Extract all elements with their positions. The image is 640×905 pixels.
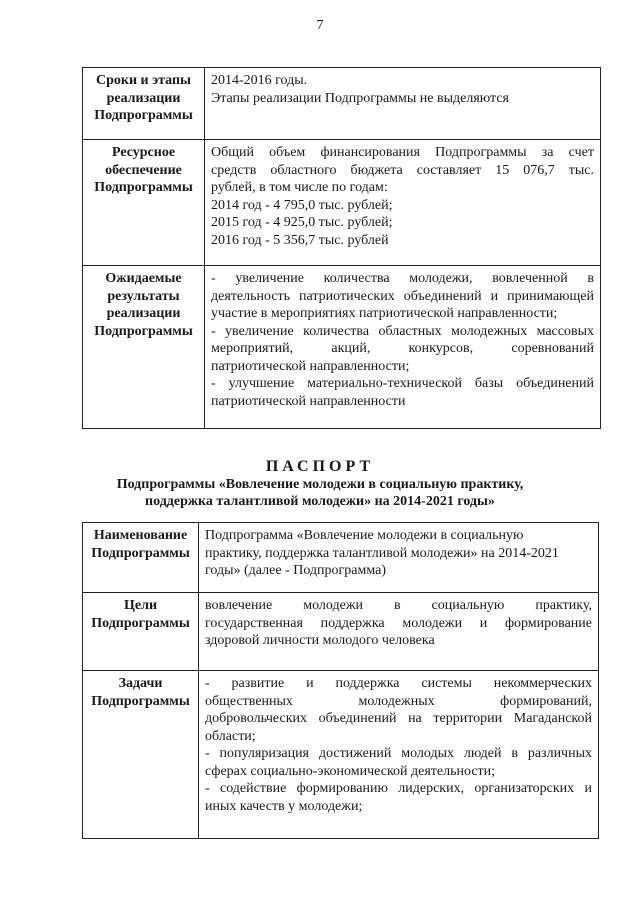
page-number: 7	[316, 18, 324, 33]
value-line: - популяризация достижений молодых людей в различных	[205, 746, 592, 761]
row-value-name	[199, 523, 599, 593]
row-value-terms	[205, 68, 601, 140]
value-line: патриотической направленности;	[211, 358, 410, 374]
passport-subtitle	[60, 476, 580, 510]
subtitle-line: поддержка талантливой молодежи» на 2014-2021 годы»	[145, 494, 495, 509]
table-row	[83, 523, 599, 593]
label-line: Цели	[123, 598, 158, 613]
label-line: Подпрограммы	[91, 693, 190, 709]
table-row	[83, 593, 599, 671]
row-label-tasks	[83, 671, 199, 839]
row-value-funding	[205, 140, 601, 266]
value-line: 2015 год - 4 925,0 тыс. рублей;	[211, 215, 393, 230]
value-line: сферах социально-экономической деятельности;	[205, 763, 496, 779]
row-value-tasks	[199, 671, 599, 839]
label-line: Ожидаемые	[105, 271, 182, 286]
value-line: 2014 год - 4 795,0 тыс. рублей;	[211, 197, 393, 213]
label-line: результаты	[107, 288, 180, 304]
row-value-goals	[199, 593, 599, 671]
label-line: Подпрограммы	[94, 323, 193, 339]
value-line: - увеличение количества областных молодежных массовых	[211, 323, 594, 339]
value-line: Общий объем финансирования Подпрограммы за счет	[211, 145, 594, 160]
value-line: деятельность патриотических объединений и принимающей	[211, 288, 594, 304]
value-line: - увеличение количества молодежи, вовлеченной в	[211, 271, 594, 286]
value-line: патриотической направленности	[211, 393, 406, 409]
value-line: иных качеств у молодежи;	[205, 798, 363, 814]
row-value-results	[205, 266, 601, 429]
table-row	[83, 68, 601, 140]
label-line: реализации	[106, 90, 181, 106]
value-line: годы» (далее - Подпрограмма)	[205, 563, 386, 578]
value-line: Этапы реализации Подпрограммы не выделяются	[211, 90, 509, 106]
value-line: - улучшение материально-технической базы объединений	[211, 376, 594, 391]
row-label-name	[83, 523, 199, 593]
value-line: государственная поддержка молодежи и формирование	[205, 615, 592, 631]
table-row	[83, 140, 601, 266]
label-line: реализации	[106, 306, 181, 321]
label-line: Ресурсное	[111, 145, 176, 160]
value-line: общественных молодежных формирований,	[205, 693, 592, 709]
label-line: Задачи	[118, 676, 163, 691]
value-line: здоровой личности молодого человека	[205, 633, 435, 648]
value-line: Подпрограмма «Вовлечение молодежи в социальную	[205, 528, 524, 543]
row-label-results	[83, 266, 205, 429]
value-line: практику, поддержка талантливой молодежи» на 2014-2021	[205, 545, 559, 561]
table-row	[83, 671, 599, 839]
subprogram-table-continued	[82, 67, 601, 429]
table-row	[83, 266, 601, 429]
row-label-terms	[83, 68, 205, 140]
label-line: Подпрограммы	[94, 108, 193, 123]
value-line: 2014-2016 годы.	[211, 73, 308, 88]
passport-table	[82, 522, 599, 839]
label-line: Сроки и этапы	[95, 73, 191, 88]
value-line: - развитие и поддержка системы некоммерческих	[205, 676, 592, 691]
passport-heading: ПАСПОРТ	[265, 458, 375, 475]
label-line: Подпрограммы	[94, 180, 193, 195]
value-line: добровольческих объединений на территории Магаданской	[205, 711, 592, 726]
value-line: средств областного бюджета составляет 15 076,7 тыс.	[211, 162, 594, 178]
label-line: Подпрограммы	[91, 615, 190, 631]
value-line: - содействие формированию лидерских, организаторских и	[205, 781, 592, 796]
label-line: Подпрограммы	[91, 545, 190, 561]
value-line: вовлечение молодежи в социальную практику,	[205, 598, 592, 613]
value-line: 2016 год - 5 356,7 тыс. рублей	[211, 232, 389, 248]
row-label-funding	[83, 140, 205, 266]
value-line: мероприятий, акций, конкурсов, соревнований	[211, 341, 594, 356]
label-line: Наименование	[93, 528, 188, 543]
value-line: области;	[205, 728, 256, 744]
row-label-goals	[83, 593, 199, 671]
value-line: рублей, в том числе по годам:	[211, 180, 388, 195]
value-line: участие в мероприятиях патриотической направленности;	[211, 306, 558, 321]
subtitle-line: Подпрограммы «Вовлечение молодежи в социальную практику,	[116, 477, 524, 492]
label-line: обеспечение	[105, 162, 182, 178]
